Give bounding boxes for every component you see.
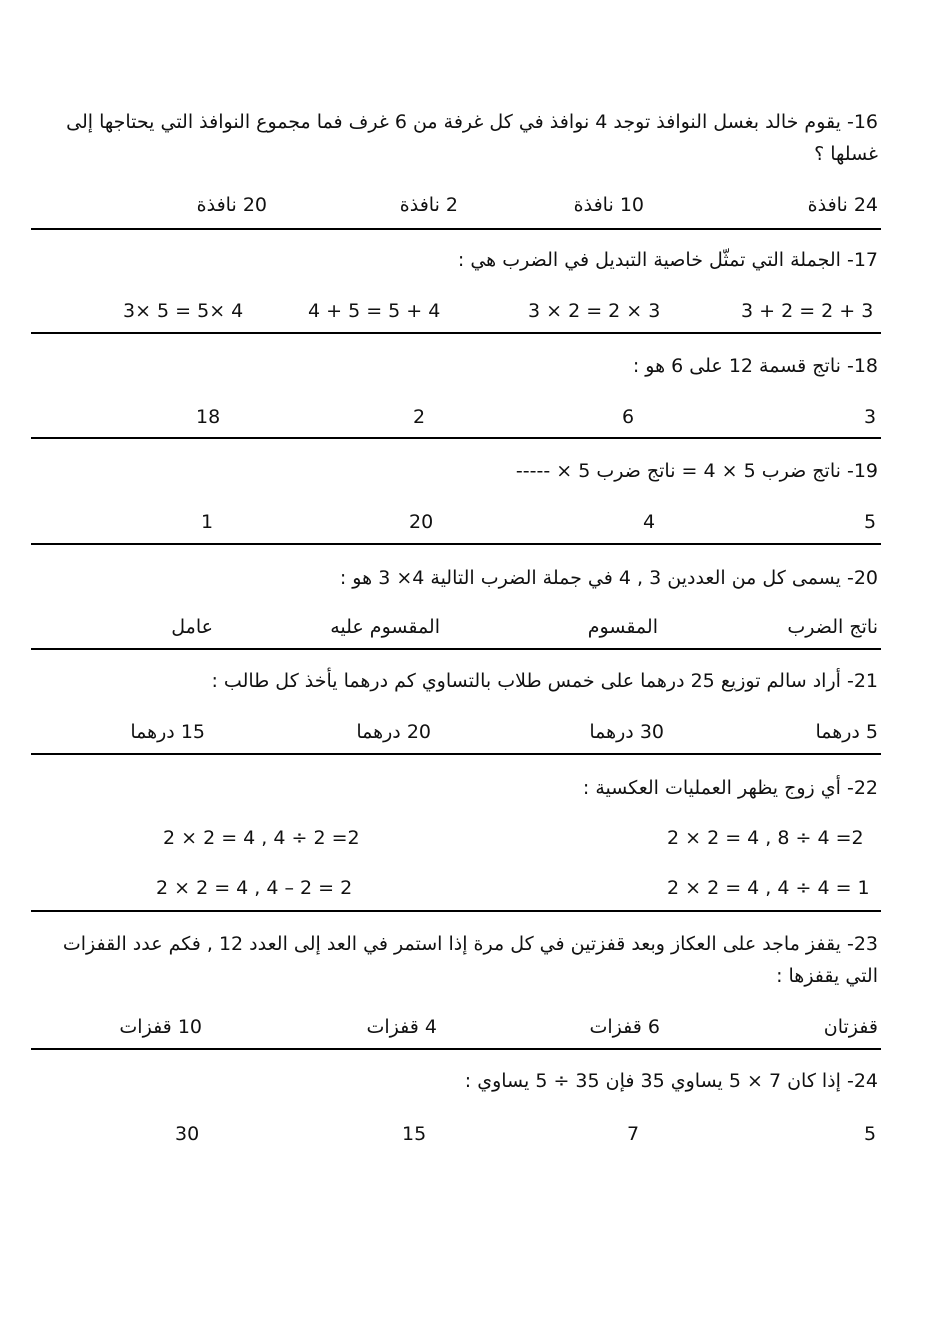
question-19-text: 19- ناتج ضرب 5 × 4 = ناتج ضرب 5 × ----- — [515, 460, 878, 482]
question-21-text: 21- أراد سالم توزيع 25 درهما على خمس طلاب بالتساوي كم درهما يأخذ كل طالب : — [211, 670, 878, 692]
q20-option-d: عامل — [171, 616, 213, 638]
q18-option-d: 18 — [196, 406, 221, 428]
q20-option-b: المقسوم — [587, 616, 658, 638]
question-17-text: 17- الجملة التي تمثّل خاصية التبديل في الضرب هي : — [457, 249, 878, 271]
q22-option-c: 2 × 2 = 4 , 4 ÷ 4 = 1 — [667, 877, 870, 899]
q16-option-a: 24 نافذة — [807, 194, 878, 216]
q18-option-c: 2 — [413, 406, 426, 428]
q21-option-a: 5 درهما — [815, 721, 878, 743]
separator-line — [31, 332, 881, 334]
q16-option-d: 20 نافذة — [196, 194, 267, 216]
separator-line — [31, 648, 881, 650]
separator-line — [31, 543, 881, 545]
q19-option-b: 4 — [643, 511, 656, 533]
q19-option-a: 5 — [864, 511, 877, 533]
q23-option-c: 4 قفزات — [366, 1016, 437, 1038]
q21-option-c: 20 درهما — [356, 721, 431, 743]
question-24-text: 24- إذا كان 7 × 5 يساوي 35 فإن 35 ÷ 5 يساوي : — [464, 1070, 878, 1092]
q18-option-b: 6 — [622, 406, 635, 428]
separator-line — [31, 910, 881, 912]
separator-line — [31, 1048, 881, 1050]
question-22-text: 22- أي زوج يظهر العمليات العكسية : — [582, 777, 878, 799]
q22-option-d: 2 × 2 = 4 , 4 – 2 = 2 — [156, 877, 353, 899]
q23-option-a: قفزتان — [823, 1016, 878, 1038]
separator-line — [31, 437, 881, 439]
q23-option-d: 10 قفزات — [119, 1016, 202, 1038]
separator-line — [31, 228, 881, 230]
q18-option-a: 3 — [864, 406, 877, 428]
q17-option-c: 4 + 5 = 5 + 4 — [308, 300, 441, 322]
question-23-text: 23- يقفز ماجد على العكاز وبعد قفزتين في كل مرة إذا استمر في العد إلى العدد 12 , فكم عدد القفزات التي يقفزها : — [62, 933, 878, 987]
q16-option-c: 2 نافذة — [399, 194, 458, 216]
separator-line — [31, 753, 881, 755]
q21-option-d: 15 درهما — [130, 721, 205, 743]
q23-option-b: 6 قفزات — [589, 1016, 660, 1038]
q17-option-d: 3× 5 = 5× 4 — [123, 300, 244, 322]
q19-option-d: 1 — [201, 511, 214, 533]
q24-option-b: 7 — [627, 1123, 640, 1145]
q17-option-b: 3 × 2 = 2 × 3 — [528, 300, 661, 322]
q21-option-b: 30 درهما — [589, 721, 664, 743]
question-20-text: 20- يسمى كل من العددين 3 , 4 في جملة الضرب التالية 4× 3 هو : — [339, 567, 878, 589]
q17-option-a: 3 + 2 = 2 + 3 — [741, 300, 874, 322]
q20-option-a: ناتج الضرب — [787, 616, 878, 638]
q16-option-b: 10 نافذة — [573, 194, 644, 216]
q24-option-c: 15 — [402, 1123, 427, 1145]
q19-option-c: 20 — [409, 511, 434, 533]
q24-option-d: 30 — [175, 1123, 200, 1145]
q20-option-c: المقسوم عليه — [330, 616, 440, 638]
question-16-text: 16- يقوم خالد بغسل النوافذ توجد 4 نوافذ في كل غرفة من 6 غرف فما مجموع النوافذ التي يحتاجها إلى غسلها ؟ — [66, 111, 878, 165]
q24-option-a: 5 — [864, 1123, 877, 1145]
q22-option-b: 2 × 2 = 4 , 4 ÷ 2 =2 — [163, 827, 360, 849]
q22-option-a: 2 × 2 = 4 , 8 ÷ 4 =2 — [667, 827, 864, 849]
question-18-text: 18- ناتج قسمة 12 على 6 هو : — [632, 355, 878, 377]
